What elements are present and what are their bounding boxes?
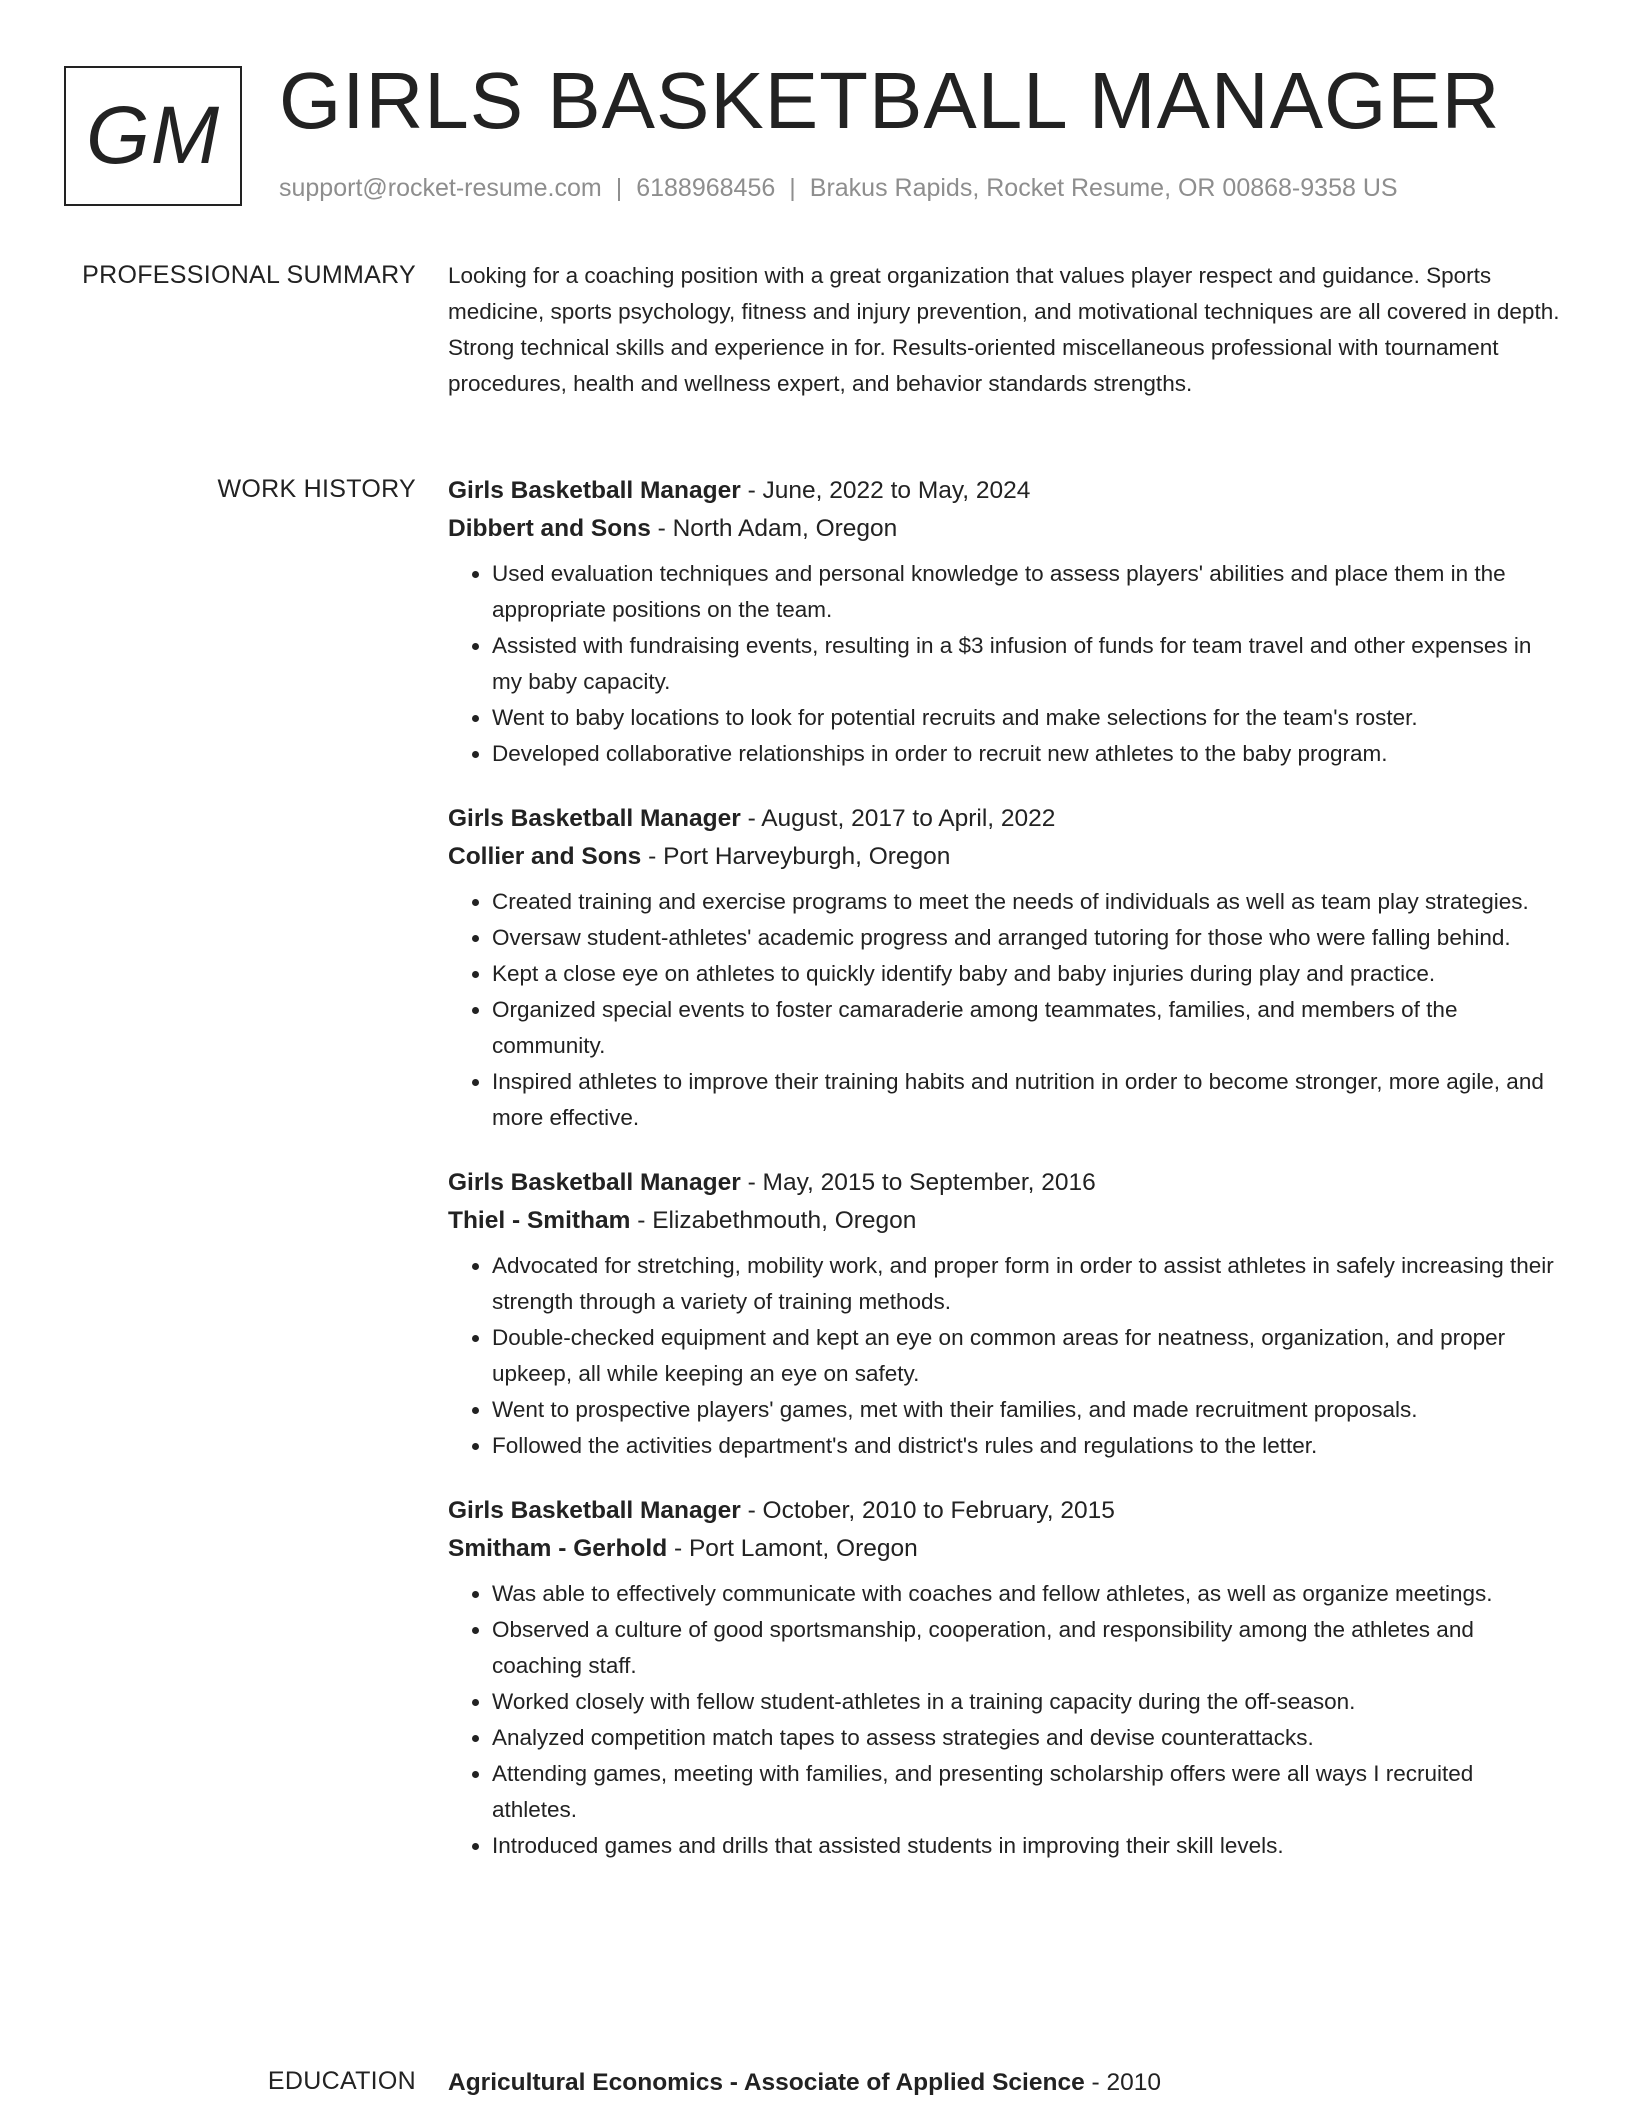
job-bullet: • Inspired athletes to improve their training habits and nutrition in order to become stronger, more agile, and more effective. [492, 1064, 1564, 1136]
summary-label: PROFESSIONAL SUMMARY [82, 261, 416, 289]
job-bullet: • Attending games, meeting with families, and presenting scholarship offers were all ways I recruited athletes. [492, 1756, 1564, 1828]
education-degree: Agricultural Economics - Associate of Applied Science [448, 2069, 1085, 2096]
job-bullet: • Developed collaborative relationships in order to recruit new athletes to the baby program. [492, 736, 1564, 772]
job-bullet: • Organized special events to foster camaraderie among teammates, families, and members of the community. [492, 992, 1564, 1064]
summary-body [448, 258, 1564, 402]
job-bullets [448, 556, 1564, 772]
job-title-line [448, 1164, 1564, 1202]
contact-line [279, 174, 1398, 203]
job-title: Girls Basketball Manager [448, 1497, 741, 1524]
contact-separator: | [615, 174, 623, 202]
job-bullets [448, 1576, 1564, 1864]
job-bullet: • Assisted with fundraising events, resulting in a $3 infusion of funds for team travel and other expenses in my baby capacity. [492, 628, 1564, 700]
job-bullet: • Created training and exercise programs to meet the needs of individuals as well as team play strategies. [492, 884, 1564, 920]
job-entry [448, 1492, 1564, 1864]
job-entry [448, 1164, 1564, 1464]
education-year: - 2010 [1091, 2069, 1161, 2096]
work-history-label: WORK HISTORY [217, 475, 416, 503]
education-body [448, 2064, 1564, 2102]
summary-text: Looking for a coaching position with a great organization that values player respect and guidance. Sports medicine, sports psychology, fitness and injury prevention, and motivational techniques are all covered in depth. Strong technical skills and experience in for. Results-oriented miscellaneous professional with tournament procedures, health and wellness expert, and behavior standards strengths. [448, 263, 1560, 396]
job-location: - North Adam, Oregon [657, 515, 898, 542]
job-company: Smitham - Gerhold [448, 1535, 668, 1562]
job-title: Girls Basketball Manager [448, 1169, 741, 1196]
job-entry [448, 472, 1564, 772]
education-label: EDUCATION [267, 2067, 416, 2095]
job-company-line [448, 1530, 1564, 1568]
job-bullet: • Was able to effectively communicate with coaches and fellow athletes, as well as organize meetings. [492, 1576, 1564, 1612]
education-degree-line [448, 2064, 1564, 2102]
monogram-box [64, 66, 242, 206]
job-bullet: • Used evaluation techniques and personal knowledge to assess players' abilities and place them in the appropriate positions on the team. [492, 556, 1564, 628]
job-location: - Elizabethmouth, Oregon [637, 1207, 917, 1234]
job-company: Dibbert and Sons [448, 515, 651, 542]
resume-title: GIRLS BASKETBALL MANAGER [279, 56, 1501, 145]
job-bullet: • Went to prospective players' games, met with their families, and made recruitment proposals. [492, 1392, 1564, 1428]
job-bullet: • Analyzed competition match tapes to assess strategies and devise counterattacks. [492, 1720, 1564, 1756]
job-entry [448, 800, 1564, 1136]
job-location: - Port Lamont, Oregon [673, 1535, 918, 1562]
job-dates: - October, 2010 to February, 2015 [747, 1497, 1115, 1524]
job-bullet: • Introduced games and drills that assisted students in improving their skill levels. [492, 1828, 1564, 1864]
job-dates: - June, 2022 to May, 2024 [747, 477, 1031, 504]
job-bullet: • Double-checked equipment and kept an eye on common areas for neatness, organization, and proper upkeep, all while keeping an eye on safety. [492, 1320, 1564, 1392]
job-company-line [448, 510, 1564, 548]
contact-address: Brakus Rapids, Rocket Resume, OR 00868-9358 US [809, 174, 1398, 202]
job-bullet: • Followed the activities department's and district's rules and regulations to the letter. [492, 1428, 1564, 1464]
job-title-line [448, 472, 1564, 510]
job-company: Thiel - Smitham [448, 1207, 631, 1234]
job-location: - Port Harveyburgh, Oregon [648, 843, 951, 870]
job-bullets [448, 884, 1564, 1136]
monogram-initials: GM [85, 90, 221, 181]
job-bullet: • Went to baby locations to look for potential recruits and make selections for the team's roster. [492, 700, 1564, 736]
work-history-body [448, 472, 1564, 1892]
job-title: Girls Basketball Manager [448, 805, 741, 832]
job-dates: - May, 2015 to September, 2016 [747, 1169, 1096, 1196]
job-company-line [448, 1202, 1564, 1240]
contact-separator: | [789, 174, 796, 202]
job-company-line [448, 838, 1564, 876]
job-bullet: • Oversaw student-athletes' academic progress and arranged tutoring for those who were falling behind. [492, 920, 1564, 956]
job-title-line [448, 1492, 1564, 1530]
job-bullet: • Advocated for stretching, mobility work, and proper form in order to assist athletes in safely increasing their strength through a variety of training methods. [492, 1248, 1564, 1320]
job-bullet: • Observed a culture of good sportsmanship, cooperation, and responsibility among the athletes and coaching staff. [492, 1612, 1564, 1684]
job-title-line [448, 800, 1564, 838]
job-bullet: • Worked closely with fellow student-athletes in a training capacity during the off-season. [492, 1684, 1564, 1720]
job-bullets [448, 1248, 1564, 1464]
job-company: Collier and Sons [448, 843, 642, 870]
job-title: Girls Basketball Manager [448, 477, 741, 504]
job-dates: - August, 2017 to April, 2022 [747, 805, 1056, 832]
contact-phone[interactable]: 6188968456 [636, 174, 776, 202]
job-bullet: • Kept a close eye on athletes to quickly identify baby and baby injuries during play and practice. [492, 956, 1564, 992]
contact-email[interactable]: support@rocket-resume.com [279, 174, 602, 202]
